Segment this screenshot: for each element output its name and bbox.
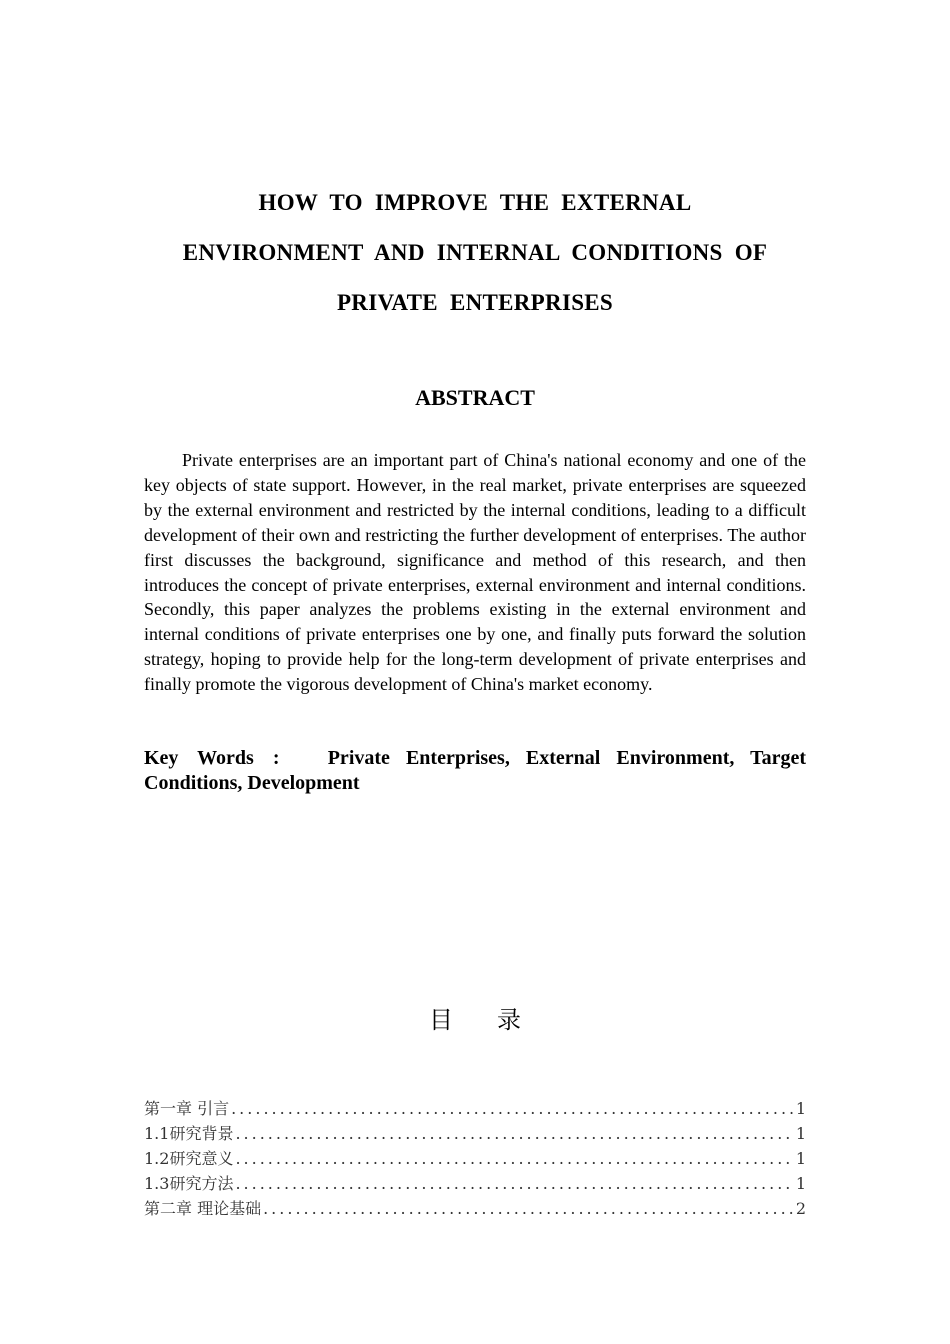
keywords-label: Key Words : bbox=[144, 747, 280, 769]
toc-entry[interactable] bbox=[144, 1171, 806, 1196]
toc-entry-page: 1 bbox=[795, 1174, 806, 1193]
keywords bbox=[144, 746, 806, 796]
toc-dot-leader bbox=[235, 1121, 793, 1146]
toc-entry-label: 第二章 理论基础 bbox=[144, 1199, 262, 1218]
toc-heading: 目录 bbox=[429, 1006, 565, 1034]
toc-dot-leader bbox=[231, 1096, 794, 1121]
paper-title bbox=[144, 178, 806, 328]
toc-entry[interactable] bbox=[144, 1121, 806, 1146]
toc-entry[interactable] bbox=[144, 1146, 806, 1171]
abstract-heading: ABSTRACT bbox=[415, 385, 535, 410]
toc-entry[interactable] bbox=[144, 1196, 806, 1221]
toc-entry-label: 1.1研究背景 bbox=[144, 1124, 234, 1143]
toc-entry-page: 1 bbox=[795, 1149, 806, 1168]
title-line-1: HOW TO IMPROVE THE EXTERNAL bbox=[258, 190, 692, 215]
toc-entry-label: 第一章 引言 bbox=[144, 1099, 230, 1118]
toc-entry[interactable] bbox=[144, 1096, 806, 1121]
title-line-3: PRIVATE ENTERPRISES bbox=[336, 290, 614, 315]
toc-dot-leader bbox=[235, 1171, 793, 1196]
abstract-body: Private enterprises are an important part of China's national economy and one of the key objects of state support. However, in the real market, private enterprises are squeezed by the external environment and restricted by the internal conditions, leading to a difficult development of their own and restricting the further development of enterprises. The author first discusses the background, significance and method of this research, and then introduces the concept of private enterprises, external environment and internal conditions. Secondly, this paper analyzes the problems existing in the external environment and internal conditions of private enterprises one by one, and finally puts forward the solution strategy, hoping to provide help for the long-term development of private enterprises and finally promote the vigorous development of China's market economy. bbox=[144, 450, 806, 695]
table-of-contents bbox=[144, 1096, 806, 1221]
toc-entry-label: 1.3研究方法 bbox=[144, 1174, 234, 1193]
toc-entry-page: 2 bbox=[795, 1199, 806, 1218]
toc-entry-page: 1 bbox=[795, 1099, 806, 1118]
title-line-2: ENVIRONMENT AND INTERNAL CONDITIONS OF bbox=[182, 240, 768, 265]
toc-entry-page: 1 bbox=[795, 1124, 806, 1143]
toc-dot-leader bbox=[263, 1196, 794, 1221]
toc-dot-leader bbox=[235, 1146, 793, 1171]
keywords-text: Private Enterprises, External Environment, Target Conditions, Development bbox=[144, 747, 806, 794]
toc-entry-label: 1.2研究意义 bbox=[144, 1149, 234, 1168]
